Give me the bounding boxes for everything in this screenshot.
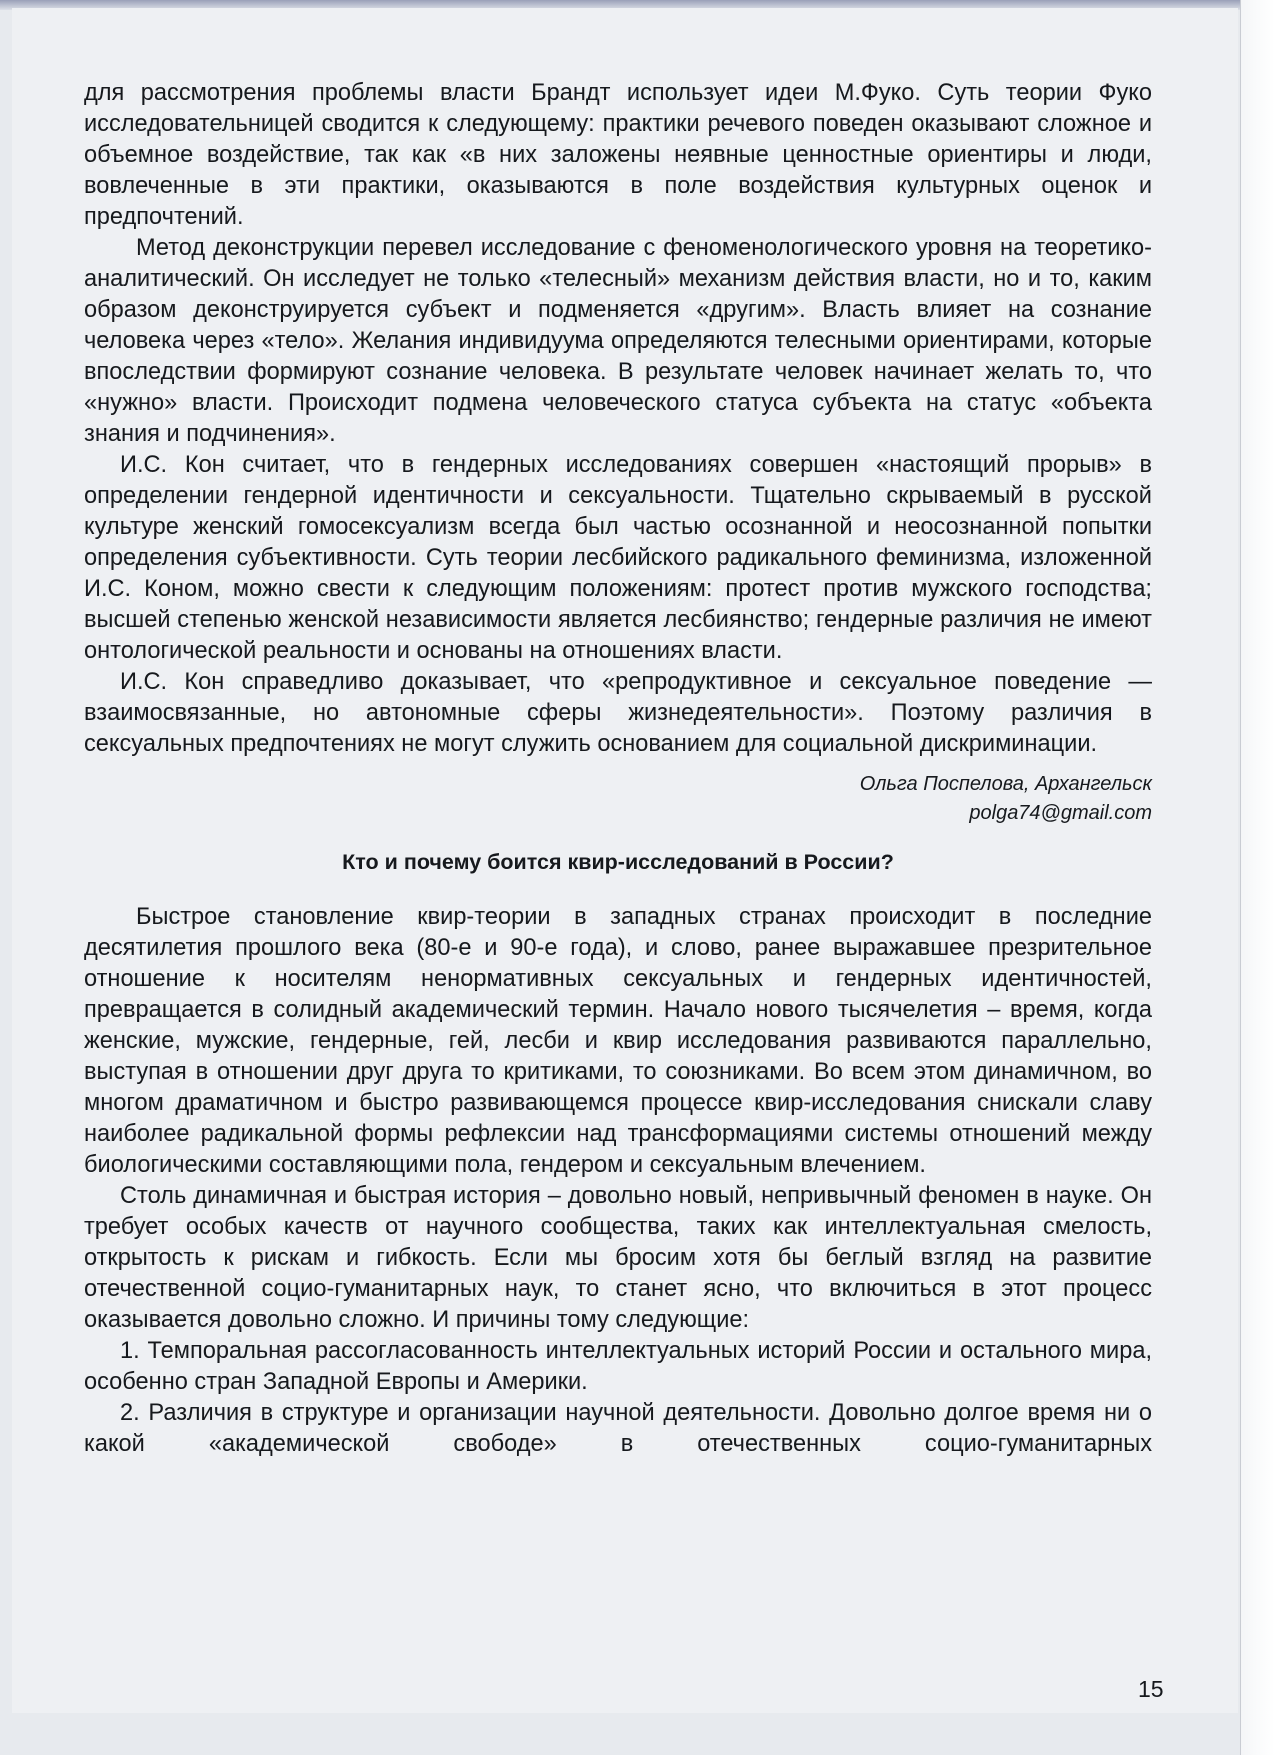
scan-edge-right <box>1240 0 1275 1755</box>
paragraph: для рассмотрения проблемы власти Брандт использует идеи М.Фуко. Суть теории Фуко исследовательницей сводится к следующему: практики речевого поведен оказывают сложное и объемное воздействие, так как «в них заложены неявные ценностные ориентиры и люди, вовлеченные в эти практики, оказываются в поле воздействия культурных оценок и предпочтений. <box>84 80 1152 230</box>
document-page <box>12 8 1238 1713</box>
paragraph: Метод деконструкции перевел исследование с феноменологического уровня на теоретико-аналитический. Он исследует не только «телесный» механизм действия власти, но и то, каким образом деконструируется субъект и подменяется «другим». Власть влияет на сознание человека через «тело». Желания индивидуума определяются телесными ориентирами, которые впоследствии формируют сознание человека. В результате человек начинает желать то, что «нужно» власти. Происходит подмена человеческого статуса субъекта на статус «объекта знания и подчинения». <box>84 235 1152 447</box>
author-email: polga74@gmail.com <box>969 802 1152 824</box>
page-content <box>84 78 1152 1460</box>
list-item: 1. Темпоральная рассогласованность интеллектуальных историй России и остального мира, особенно стран Западной Европы и Америки. <box>84 1338 1152 1395</box>
author-signature <box>84 770 1152 828</box>
paragraph: И.С. Кон считает, что в гендерных исследованиях совершен «настоящий прорыв» в определении гендерной идентичности и сексуальности. Тщательно скрываемый в русской культуре женский гомосексуализм всегда был частью осознанной и неосознанной попытки определения субъективности. Суть теории лесбийского радикального феминизма, изложенной И.С. Коном, можно свести к следующим положениям: протест против мужского господства; высшей степенью женской независимости является лесбиянство; гендерные различия не имеют онтологической реальности и основаны на отношениях власти. <box>84 452 1152 664</box>
list-item: 2. Различия в структуре и организации научной деятельности. Довольно долгое время ни о какой «академической свободе» в отечественных социо-гуманитарных <box>84 1400 1152 1457</box>
author-name: Ольга Поспелова, Архангельск <box>859 773 1152 795</box>
section-title: Кто и почему боится квир-исследований в России? <box>342 850 894 874</box>
paragraph: И.С. Кон справедливо доказывает, что «репродуктивное и сексуальное поведение — взаимосвязанные, но автономные сферы жизнедеятельности». Поэтому различия в сексуальных предпочтениях не могут служить основанием для социальной дискриминации. <box>84 669 1152 757</box>
page-number: 15 <box>1138 1676 1164 1702</box>
paragraph: Быстрое становление квир-теории в западных странах происходит в последние десятилетия прошлого века (80-е и 90-е года), и слово, ранее выражавшее презрительное отношение к носителям ненормативных сексуальных и гендерных идентичностей, превращается в солидный академический термин. Начало нового тысячелетия – время, когда женские, мужские, гендерные, гей, лесби и квир исследования развиваются параллельно, выступая в отношении друг друга то критиками, то союзниками. Во всем этом динамичном, во многом драматичном и быстро развивающемся процессе квир-исследования снискали славу наиболее радикальной формы рефлексии над трансформациями системы отношений между биологическими составляющими пола, гендером и сексуальным влечением. <box>84 904 1152 1178</box>
paragraph: Столь динамичная и быстрая история – довольно новый, непривычный феномен в науке. Он требует особых качеств от научного сообщества, таких как интеллектуальная смелость, открытость к рискам и гибкость. Если мы бросим хотя бы беглый взгляд на развитие отечественной социо-гуманитарных наук, то станет ясно, что включиться в этот процесс оказывается довольно сложно. И причины тому следующие: <box>84 1183 1152 1333</box>
